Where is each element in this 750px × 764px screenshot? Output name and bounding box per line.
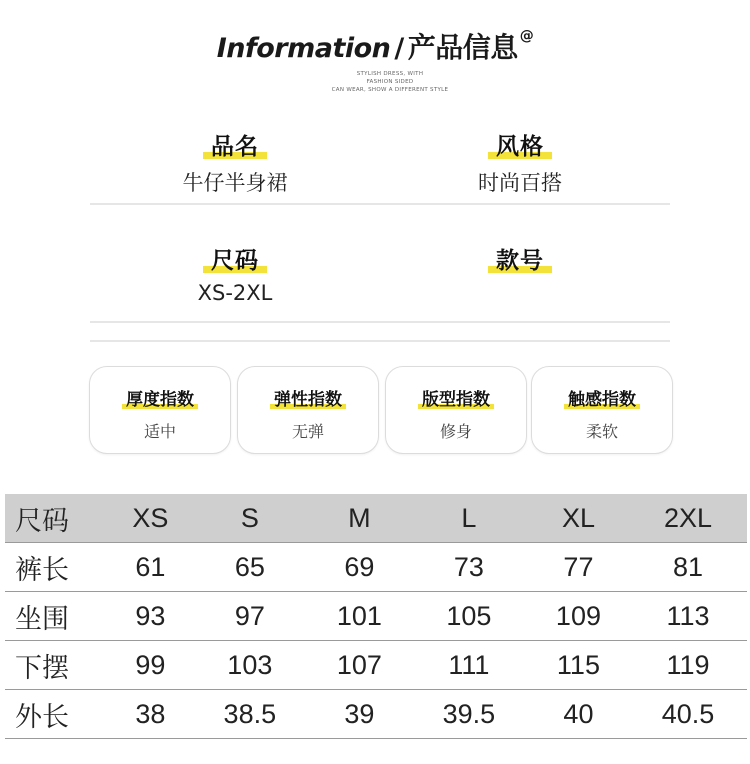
- info-name: [105, 128, 365, 197]
- table-header-cell: XL: [528, 494, 629, 543]
- info-size: [105, 242, 365, 305]
- tagline-line: CAN WEAR, SHOW A DIFFERENT STYLE: [331, 87, 449, 93]
- table-cell: 113: [629, 592, 747, 641]
- table-row: [5, 641, 747, 690]
- table-cell: 77: [528, 543, 629, 592]
- table-cell: 115: [528, 641, 629, 690]
- table-row: [5, 690, 747, 739]
- table-cell: 坐围: [5, 592, 110, 641]
- table-cell: 119: [629, 641, 747, 690]
- table-cell: 109: [528, 592, 629, 641]
- title-cn: 产品信息: [407, 31, 518, 64]
- table-cell: 65: [191, 543, 309, 592]
- index-label: 触感指数: [566, 385, 638, 410]
- table-cell: 40.5: [629, 690, 747, 739]
- index-value: 修身: [439, 422, 472, 441]
- info-name-label: 品名: [205, 128, 265, 161]
- table-cell: 外长: [5, 690, 110, 739]
- info-style-value: 时尚百搭: [478, 171, 562, 195]
- index-label: 版型指数: [420, 385, 492, 410]
- table-cell: 38.5: [191, 690, 309, 739]
- table-header-cell: S: [191, 494, 309, 543]
- size-table: [5, 494, 747, 739]
- index-value: 无弹: [291, 422, 324, 441]
- table-cell: 38: [110, 690, 191, 739]
- title-slash: /: [394, 33, 404, 64]
- index-elasticity: [237, 366, 379, 454]
- table-cell: 73: [410, 543, 528, 592]
- info-name-value: 牛仔半身裙: [182, 171, 288, 195]
- table-header-cell: 2XL: [629, 494, 747, 543]
- table-header-row: [5, 494, 747, 543]
- table-cell: 裤长: [5, 543, 110, 592]
- title-mark: @: [519, 28, 534, 44]
- table-header-cell: 尺码: [5, 494, 110, 543]
- info-model: [390, 242, 650, 281]
- index-value: 适中: [143, 422, 176, 441]
- index-label: 厚度指数: [124, 385, 196, 410]
- tagline-line: STYLISH DRESS, WITH: [356, 71, 424, 77]
- divider: [90, 340, 670, 342]
- index-value: 柔软: [585, 422, 618, 441]
- table-cell: 39: [309, 690, 410, 739]
- tagline-line: FASHION SIDED: [366, 79, 414, 85]
- title-en: Information: [216, 33, 391, 64]
- table-cell: 下摆: [5, 641, 110, 690]
- divider: [90, 321, 670, 323]
- table-cell: 97: [191, 592, 309, 641]
- table-cell: 93: [110, 592, 191, 641]
- table-cell: 81: [629, 543, 747, 592]
- page-title: [217, 26, 534, 66]
- table-header-cell: M: [309, 494, 410, 543]
- table-cell: 40: [528, 690, 629, 739]
- info-size-label: 尺码: [205, 242, 265, 275]
- table-header-cell: XS: [110, 494, 191, 543]
- info-style-label: 风格: [490, 128, 550, 161]
- table-cell: 103: [191, 641, 309, 690]
- info-style: [390, 128, 650, 197]
- table-cell: 39.5: [410, 690, 528, 739]
- info-model-label: 款号: [490, 242, 550, 275]
- table-cell: 61: [110, 543, 191, 592]
- table-header-cell: L: [410, 494, 528, 543]
- table-cell: 69: [309, 543, 410, 592]
- table-cell: 107: [309, 641, 410, 690]
- table-cell: 99: [110, 641, 191, 690]
- page-header: [0, 26, 750, 66]
- index-fit: [385, 366, 527, 454]
- divider: [90, 203, 670, 205]
- table-cell: 101: [309, 592, 410, 641]
- index-thickness: [89, 366, 231, 454]
- info-size-value: XS-2XL: [197, 281, 273, 305]
- table-row: [5, 543, 747, 592]
- table-cell: 111: [410, 641, 528, 690]
- tagline: [300, 70, 480, 94]
- table-row: [5, 592, 747, 641]
- table-cell: 105: [410, 592, 528, 641]
- index-label: 弹性指数: [272, 385, 344, 410]
- index-touch: [531, 366, 673, 454]
